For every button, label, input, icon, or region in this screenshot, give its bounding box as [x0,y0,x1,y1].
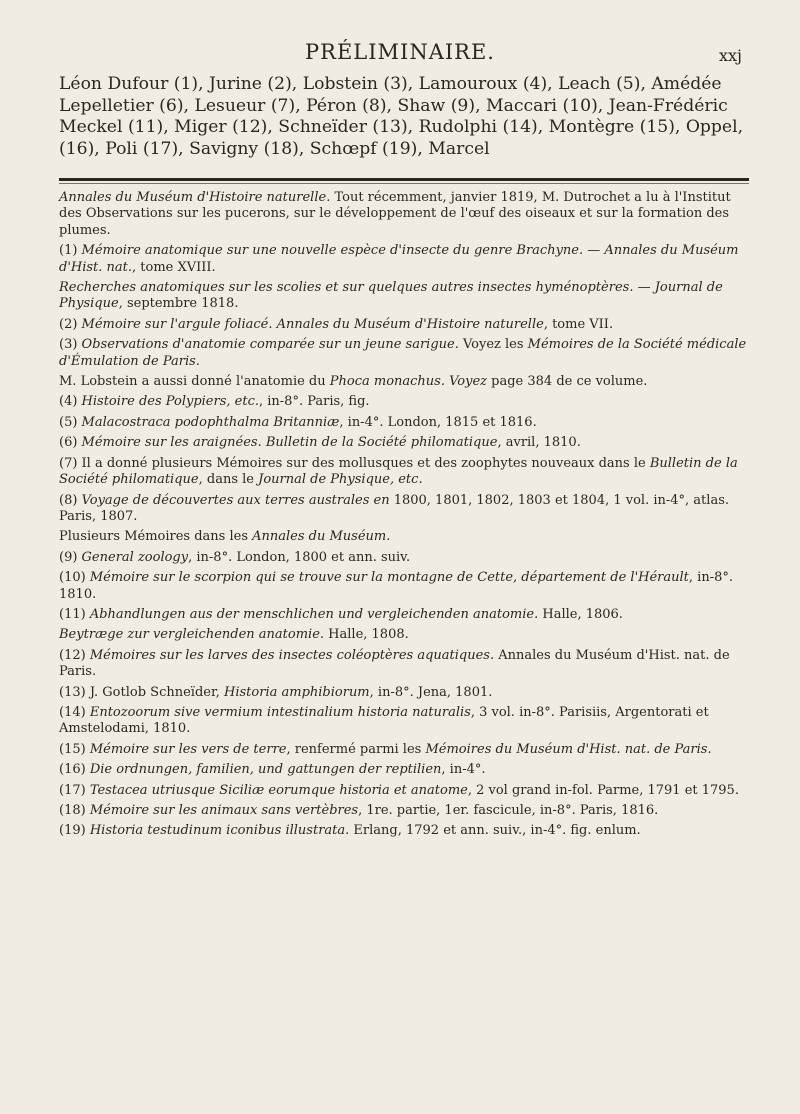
footnote [59,337,749,370]
footnote-text: page 384 de ce volume. [487,374,648,390]
footnote-italic-text: Mémoire sur l'argule foliacé. Annales du Muséum d'Histoire naturelle [81,316,544,332]
footnote-text: Halle, 1806. [538,606,623,622]
footnote-italic-text: Abhandlungen aus der menschlichen und vergleichenden anatomie. [89,606,539,622]
footnote-italic-text: Observations d'anatomie comparée sur un jeune sarigue. [81,337,459,353]
footnote-italic-text: Mémoire sur les araignées. Bulletin de la Société philomatique [81,435,498,451]
footnote-text: , 1re. partie, 1er. fascicule, in-8°. Paris, 1816. [358,803,659,818]
footnote-text: (12) [59,647,90,663]
footnote-text: , dans le [198,472,259,488]
footnote-italic-text: Mémoires sur les larves des insectes coléoptères aquatiques. [89,647,495,663]
footnote-text: M. Lobstein a aussi donné l'anatomie du [59,374,330,390]
footnote-text: Plusieurs Mémoires dans les [59,529,253,545]
footnote [59,570,749,603]
footnote-italic-text: Recherches anatomiques sur les scolies et sur quelques autres insectes hyménoptères. [59,280,634,296]
footnote-italic-text: Voyage de découvertes aux terres australes en [81,492,390,508]
footnote-italic-text: Historia amphibiorum [224,684,370,700]
footnote-text: (1) [59,243,82,259]
footnote [59,529,749,545]
footnote [59,783,749,799]
footnote-text: Tout récemment, janvier 1819, M. Dutrochet a lu à l'Institut des Observations sur les pucerons, sur le développement de l'œuf des oiseaux et sur la formation des plumes. [59,190,731,238]
footnote-text: , in-8°. Jena, 1801. [369,684,493,700]
footnote-text: (5) [59,414,82,430]
footnote-italic-text: Mémoire sur le scorpion qui se trouve sur la montagne de Cette, département de l'Hérault [89,570,689,586]
footnote-italic-text: Mémoire sur les animaux sans vertèbres [89,803,359,818]
footnote-italic-text: Mémoires du Muséum d'Hist. nat. de Paris. [425,741,712,757]
footnote-text: (14) [59,704,90,720]
footnote-italic-text: Journal de Physique [59,280,723,312]
footnote-italic-text: Bulletin de la Société philomatique [59,455,738,488]
footnote-text: (15) [59,741,90,757]
footnote [59,493,749,526]
footnote-text: — [583,243,605,259]
footnote-text: (8) [59,492,82,508]
footnote [59,742,749,758]
footnote-text: , tome VII. [543,316,614,332]
footnote-text: 1800, 1801, 1802, 1803 et 1804, 1 vol. in-4°, atlas. Paris, 1807. [59,492,729,524]
footnote-text: , avril, 1810. [497,435,581,451]
footnote [59,705,749,738]
footnote [59,803,749,819]
footnote [59,280,749,313]
footnote-text: , tome XVIII. [132,259,216,275]
footnote-text: , in-8°. London, 1800 et ann. suiv. [188,549,411,565]
footnote-text: , in-8°. Paris, fig. [258,394,370,410]
footnote-italic-text: Phoca monachus. Voyez [329,374,488,390]
footnote-text: Halle, 1808. [324,627,409,643]
footnote [59,607,749,623]
footnote-rule-thin [59,183,749,184]
footnote-italic-text: Mémoire sur les vers de terre [89,741,287,757]
footnote [59,823,749,839]
footnote-text: , septembre 1818. [118,296,239,312]
page-number: xxj [718,46,742,65]
footnote-text: (7) Il a donné plusieurs Mémoires sur des mollusques et des zoophytes nouveaux dans le [59,455,650,471]
footnote-text: (19) [59,823,90,839]
footnote-text: (2) [59,316,82,332]
footnotes [59,190,749,844]
footnote-text: (6) [59,435,82,451]
footnote [59,762,749,778]
footnote-text: (13) J. Gotlob Schneïder, [59,684,225,700]
footnote-italic-text: Annales du Muséum d'Histoire naturelle. [59,190,331,205]
footnote-text: (11) [59,606,90,622]
body-paragraph: Léon Dufour (1), Jurine (2), Lobstein (3), Lamouroux (4), Leach (5), Amédée Lepelletier (6), Lesueur (7), Péron (8), Shaw (9), Maccari (10), Jean-Frédéric Meckel (11), Miger (12), Schneïder (13), Rudolphi (14), Montègre (15), Oppel, (16), Poli (17), Savigny (18), Schœpf (19), Marcel [59,74,744,159]
page-header [0,40,800,70]
footnote [59,415,749,431]
footnote-rule [59,178,749,181]
footnote-text: (18) [59,803,90,818]
footnote-text: , 2 vol grand in-fol. Parme, 1791 et 1795. [467,782,739,798]
footnote-text: (16) [59,762,90,778]
footnote [59,550,749,566]
footnote [59,317,749,333]
footnote-italic-text: Mémoires de la Société médicale d'Émulation de Paris. [59,337,747,369]
footnote [59,456,749,489]
footnote [59,394,749,410]
footnote [59,374,749,390]
footnote-text: , in-4°. London, 1815 et 1816. [339,414,537,430]
footnote-italic-text: Annales du Muséum. [252,529,391,545]
footnote-text: Annales du Muséum d'Hist. nat. de Paris. [59,647,730,680]
footnote [59,243,749,276]
footnote-text: (17) [59,782,90,798]
footnote-italic-text: Malacostraca podophthalma Britanniæ [81,414,340,430]
footnote-text: Voyez les [458,337,528,353]
footnote [59,190,749,239]
footnote-text: , in-4°. [441,762,486,778]
footnote-text: , renfermé parmi les [286,741,426,757]
footnote-text: , 3 vol. in-8°. Parisiis, Argentorati et Amstelodami, 1810. [59,704,709,737]
footnote [59,685,749,701]
footnote-italic-text: Histoire des Polypiers, etc. [81,394,259,410]
footnote-italic-text: Journal de Physique, etc. [258,472,423,488]
footnote-text: (4) [59,394,82,410]
footnote-italic-text: Testacea utriusque Siciliæ eorumque historia et anatome [89,782,468,798]
footnote-text: (10) [59,570,90,586]
footnote [59,627,749,643]
footnote-italic-text: Die ordnungen, familien, und gattungen der reptilien [89,762,442,778]
footnote-italic-text: Beytræge zur vergleichenden anatomie. [59,627,325,643]
footnote-text: (3) [59,337,82,353]
running-title: PRÉLIMINAIRE. [305,40,495,64]
footnote-italic-text: Historia testudinum iconibus illustrata. [89,823,350,839]
footnote-italic-text: General zoology [81,549,189,565]
footnote-italic-text: Annales du Muséum d'Hist. nat. [59,243,739,275]
footnote [59,435,749,451]
footnote-text: , in-8°. 1810. [59,570,733,602]
footnote [59,648,749,681]
footnote-text: Erlang, 1792 et ann. suiv., in-4°. fig. enlum. [349,823,641,839]
footnote-text: (9) [59,549,82,565]
footnote-italic-text: Mémoire anatomique sur une nouvelle espèce d'insecte du genre Brachyne. [81,243,584,259]
footnote-text: — [633,280,655,296]
footnote-italic-text: Entozoorum sive vermium intestinalium historia naturalis [89,704,471,720]
